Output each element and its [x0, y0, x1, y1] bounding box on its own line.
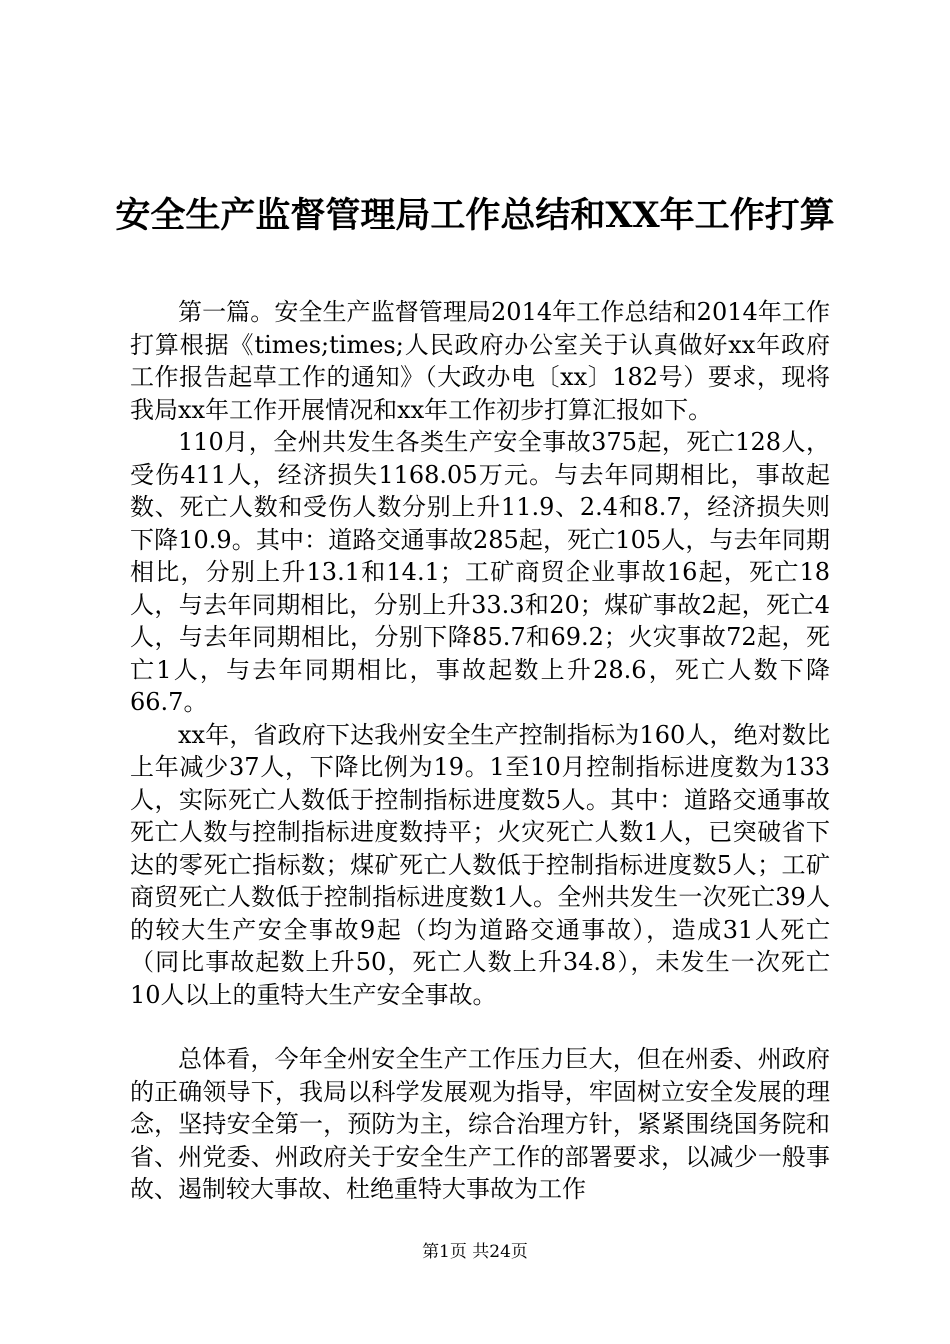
- document-body: [130, 296, 830, 1206]
- paragraph-overall-assessment: 总体看，今年全州安全生产工作压力巨大，但在州委、州政府的正确领导下，我局以科学发展观为指导，牢固树立安全发展的理念，坚持安全第一，预防为主，综合治理方针，紧紧围绕国务院和省、州党委、州政府关于安全生产工作的部署要求，以减少一般事故、遏制较大事故、杜绝重特大事故为工作: [130, 1045, 830, 1203]
- paragraph-control-indicators: xx年，省政府下达我州安全生产控制指标为160人，绝对数比上年减少37人，下降比例为19。1至10月控制指标进度数为133人，实际死亡人数低于控制指标进度数5人。其中：道路交通事故死亡人数与控制指标进度数持平；火灾死亡人数1人，已突破省下达的零死亡指标数；煤矿死亡人数低于控制指标进度数5人；工矿商贸死亡人数低于控制指标进度数1人。全州共发生一次死亡39人的较大生产安全事故9起（均为道路交通事故），造成31人死亡（同比事故起数上升50，死亡人数上升34.8），未发生一次死亡10人以上的重特大生产安全事故。: [130, 720, 830, 1009]
- paragraph-accident-statistics: 110月，全州共发生各类生产安全事故375起，死亡128人，受伤411人，经济损失1168.05万元。与去年同期相比，事故起数、死亡人数和受伤人数分别上升11.9、2.4和8.7，经济损失则下降10.9。其中：道路交通事故285起，死亡105人，与去年同期相比，分别上升13.1和14.1；工矿商贸企业事故16起，死亡18人，与去年同期相比，分别上升33.3和20；煤矿事故2起，死亡4人，与去年同期相比，分别下降85.7和69.2；火灾事故72起，死亡1人，与去年同期相比，事故起数上升28.6，死亡人数下降66.7。: [130, 428, 830, 716]
- page-number: 第1页 共24页: [422, 1242, 528, 1262]
- paragraph-intro: 第一篇。安全生产监督管理局2014年工作总结和2014年工作打算根据《times;times;人民政府办公室关于认真做好xx年政府工作报告起草工作的通知》（大政办电〔xx〕182号）要求，现将我局xx年工作开展情况和xx年工作初步打算汇报如下。: [130, 298, 830, 424]
- document-title: 安全生产监督管理局工作总结和XX年工作打算: [115, 195, 835, 236]
